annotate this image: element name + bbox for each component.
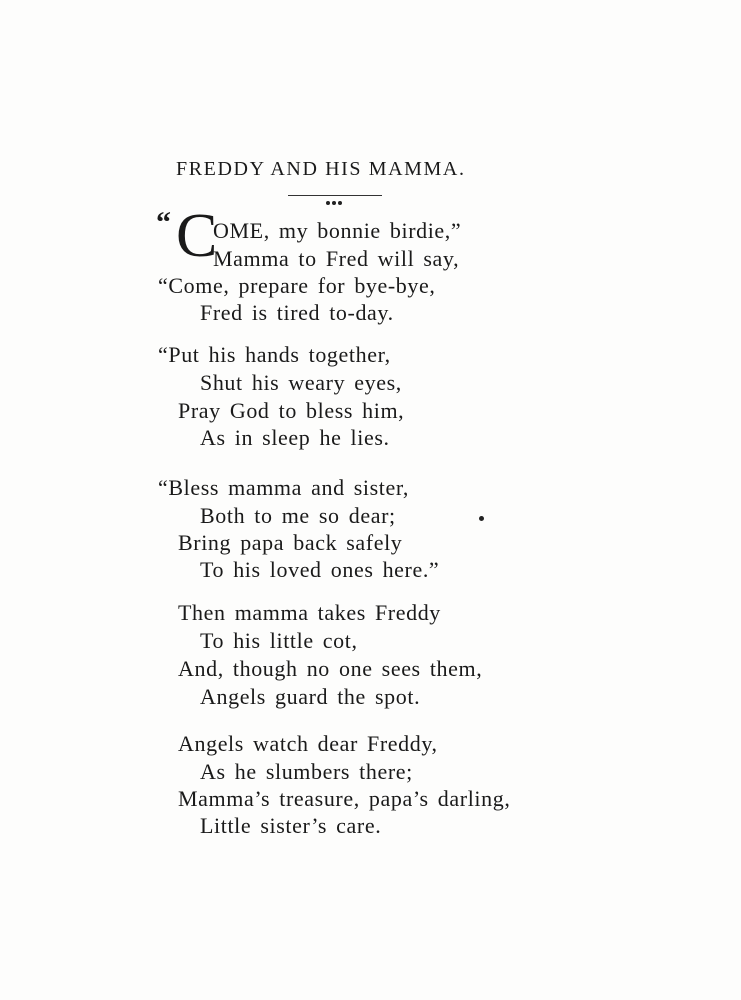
ornament-dots <box>326 192 348 198</box>
print-speck <box>479 516 484 521</box>
poem-line: Then mamma takes Freddy <box>178 600 441 625</box>
poem-line: Bring papa back safely <box>178 530 403 555</box>
poem-line: Angels guard the spot. <box>200 684 421 709</box>
poem-line: Mamma’s treasure, papa’s darling, <box>178 786 511 811</box>
poem-title: FREDDY AND HIS MAMMA. <box>176 158 466 180</box>
poem-line: Both to me so dear; <box>200 503 396 528</box>
poem-line: Angels watch dear Freddy, <box>178 731 438 756</box>
poem-line: OME, my bonnie birdie,” <box>213 218 462 243</box>
drop-cap: C <box>176 202 218 270</box>
poem-line: And, though no one sees them, <box>178 656 483 681</box>
poem-line: Little sister’s care. <box>200 813 382 838</box>
poem-line: Mamma to Fred will say, <box>213 246 460 271</box>
poem-line: “Put his hands together, <box>158 342 391 367</box>
poem-line: To his loved ones here.” <box>200 557 440 582</box>
poem-line: Shut his weary eyes, <box>200 370 402 395</box>
poem-line: As in sleep he lies. <box>200 425 390 450</box>
poem-line: “Bless mamma and sister, <box>158 475 410 500</box>
poem-line: To his little cot, <box>200 628 358 653</box>
poem-line: Pray God to bless him, <box>178 398 405 423</box>
poem-line: Fred is tired to-day. <box>200 300 394 325</box>
poem-line: “Come, prepare for bye-bye, <box>158 273 436 298</box>
poem-line: As he slumbers there; <box>200 759 413 784</box>
opening-quote: “ <box>156 206 171 239</box>
